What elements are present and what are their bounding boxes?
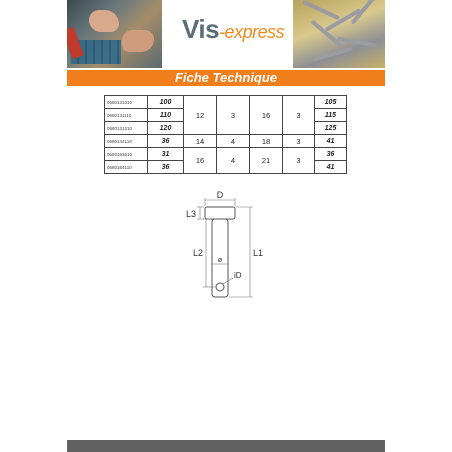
dim-cell: 18 <box>250 135 283 148</box>
dim-cell: 16 <box>184 148 217 174</box>
screw-shape <box>313 47 353 61</box>
length-cell: 41 <box>315 135 347 148</box>
table-row <box>105 148 347 161</box>
screw-shape <box>302 0 340 20</box>
brand-logo <box>182 14 284 45</box>
table-row <box>105 135 347 148</box>
dim-cell: 4 <box>217 135 250 148</box>
ref-cell: 0680163610 <box>105 148 148 161</box>
table-row <box>105 96 347 109</box>
dim-label-l2: L2 <box>192 248 203 258</box>
header-photo-screws <box>293 0 385 68</box>
ref-cell: 0680144110 <box>105 135 148 148</box>
ref-cell: 0680131110 <box>105 109 148 122</box>
dim-cell: 3 <box>217 96 250 135</box>
dim-cell: 12 <box>184 96 217 135</box>
dim-cell: 3 <box>283 148 315 174</box>
length-cell: 115 <box>315 109 347 122</box>
dim-label-id: iD <box>234 271 242 280</box>
ref-cell: 0680164110 <box>105 161 148 174</box>
length-cell: 105 <box>315 96 347 109</box>
pin-hole-shape <box>216 283 224 291</box>
value-cell: 120 <box>148 122 184 135</box>
pin-head-shape <box>205 207 235 219</box>
pin-technical-drawing <box>175 190 285 310</box>
length-cell: 41 <box>315 161 347 174</box>
logo-accent-text: -express <box>219 22 285 42</box>
dim-cell: 14 <box>184 135 217 148</box>
value-cell: 110 <box>148 109 184 122</box>
footer-bar <box>67 440 385 452</box>
dim-label-d: D <box>216 190 224 200</box>
dim-cell: 16 <box>250 96 283 135</box>
dim-label-l1: L1 <box>253 248 264 258</box>
dim-label-diameter: ø <box>217 257 223 264</box>
dim-cell: 3 <box>283 96 315 135</box>
dim-label-l3: L3 <box>185 209 196 219</box>
hand-shape <box>89 10 119 32</box>
value-cell: 100 <box>148 96 184 109</box>
title-bar <box>67 68 385 86</box>
value-cell: 36 <box>148 161 184 174</box>
value-cell: 36 <box>148 135 184 148</box>
page-title: Fiche Technique <box>174 70 278 85</box>
dim-cell: 21 <box>250 148 283 174</box>
ref-cell: 0680131010 <box>105 96 148 109</box>
length-cell: 36 <box>315 148 347 161</box>
header-photo-tools <box>67 0 162 68</box>
ref-cell: 0680131210 <box>105 122 148 135</box>
page-header <box>67 0 385 68</box>
dim-cell: 3 <box>283 135 315 148</box>
dim-cell: 4 <box>217 148 250 174</box>
spec-table <box>104 95 347 174</box>
value-cell: 31 <box>148 148 184 161</box>
logo-main-text: Vis <box>182 14 220 44</box>
hand-shape <box>122 30 154 52</box>
length-cell: 125 <box>315 122 347 135</box>
